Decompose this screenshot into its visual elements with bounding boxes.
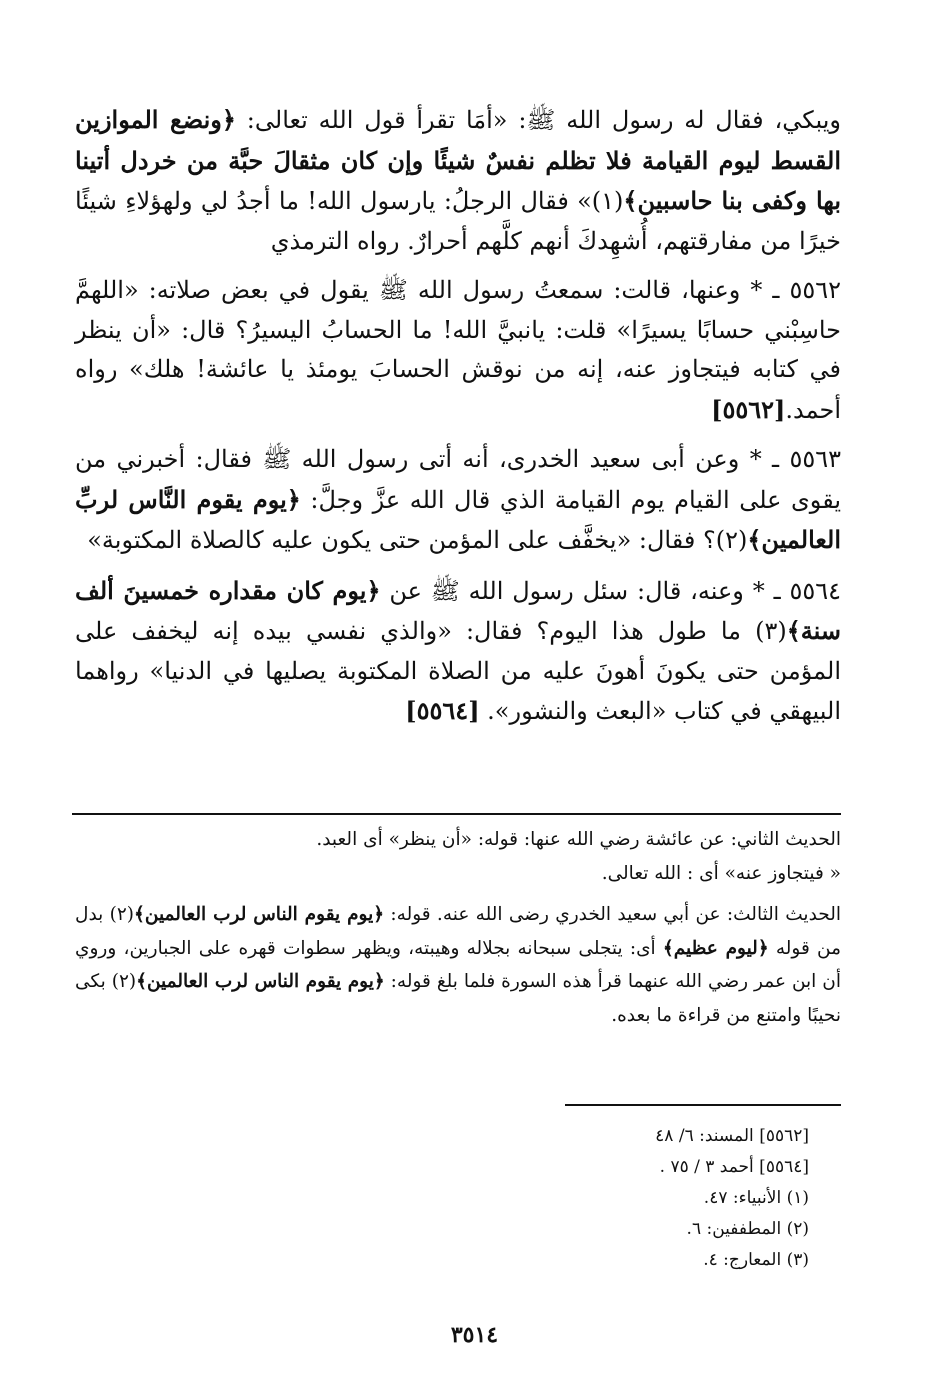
page-number: ٣٥١٤ xyxy=(450,1322,499,1348)
commentary-hadith-2 xyxy=(75,823,841,857)
text-segment: (٢) بدل من قوله xyxy=(75,904,841,959)
footnote-ref-5562: [٥٥٦٢] المسند: ٦/ ٤٨ xyxy=(655,1126,809,1146)
paragraph-continuation xyxy=(75,100,841,261)
text-segment: الحديث الثالث: عن أبي سعيد الخدري رضى الله عنه. قوله: xyxy=(384,904,842,925)
hadith-5563 xyxy=(75,440,841,561)
bold-segment: ﴿يوم كان مقداره خمسينَ ألف سنة﴾ xyxy=(75,575,841,645)
bold-segment: [٥٥٦٢] xyxy=(711,394,786,424)
text-segment: ٥٥٦٢ ـ * وعنها، قالت: سمعتُ رسول الله ﷺ يقول في بعض صلاته: «اللهمَّ حاسِبْني حسابًا يسيرًا» قلت: يانبيَّ الله! ما الحسابُ اليسيرُ؟ قال: «أن ينظر في كتابه فيتجاوز عنه، إنه من نوقش الحسابَ يومئذ يا عائشة! هلك» رواه أحمد. xyxy=(75,276,841,424)
hadith-5562 xyxy=(75,271,841,430)
text-segment: أى: يتجلى سبحانه بجلاله وهيبته، ويظهر سطوات قهره على الجبارين، وروي أن ابن عمر رضي الله عنهما قرأ هذه السورة فلما بلغ قوله: xyxy=(75,937,841,992)
text-segment: (٢) بكى نحيبًا وامتنع من قراءة ما بعده. xyxy=(75,971,841,1026)
footnote-3: (٣) المعارج: ٤. xyxy=(703,1250,809,1270)
text-segment: ٥٥٦٣ ـ * وعن أبى سعيد الخدرى، أنه أتى رسول الله ﷺ فقال: أخبرني من يقوى على القيام يوم القيامة الذي قال الله عزَّ وجلَّ: xyxy=(75,445,842,514)
bold-segment: [٥٥٦٤] xyxy=(405,696,480,725)
text-segment: ٥٥٦٤ ـ * وعنه، قال: سئل رسول الله ﷺ عن xyxy=(380,576,841,605)
text-segment: (٢)؟ فقال: «يخفَّف على المؤمن حتى يكون عليه كالصلاة المكتوبة» xyxy=(87,526,748,554)
text-segment: (١)» فقال الرجلُ: يارسول الله! ما أجدُ لي ولهؤلاءِ شيئًا خيرًا من مفارقتهم، أُشهِدكَ أنهم كلَّهم أحرارٌ. رواه الترمذي xyxy=(75,187,841,255)
bold-segment: ﴿ونضع الموازين القسط ليوم القيامة فلا تظلم نفسٌ شيئًا وإن كان مثقالَ حبَّة من خردل أتينا بها وكفى بنا حاسبين﴾ xyxy=(75,105,841,215)
commentary-hadith-3 xyxy=(75,898,841,1032)
text-segment: الحديث الثاني: عن عائشة رضي الله عنها: قوله: «أن ينظر» أى العبد. xyxy=(316,829,841,850)
footnote-divider xyxy=(565,1104,841,1106)
footnote-1: (١) الأنبياء: ٤٧. xyxy=(703,1188,809,1208)
footnote-ref-5564: [٥٥٦٤] أحمد ٣ / ٧٥ . xyxy=(659,1157,809,1177)
text-segment: (٣) ما طول هذا اليوم؟ فقال: «والذي نفسي بيده إنه ليخفف على المؤمن حتى يكونَ أهونَ عليه من الصلاة المكتوبة يصليها في الدنيا» رواهما البيهقي في كتاب «البعث والنشور». xyxy=(75,617,841,725)
main-text xyxy=(75,100,841,732)
footnote-2: (٢) المطففين: ٦. xyxy=(686,1219,809,1239)
commentary-section xyxy=(75,823,841,1032)
text-segment: « فيتجاوز عنه» أى : الله تعالى. xyxy=(601,862,841,884)
footnotes xyxy=(409,1121,809,1276)
commentary-hadith-2-cont xyxy=(75,857,841,891)
bold-segment: ﴿يوم يقوم الناس لرب العالمين﴾ xyxy=(134,904,385,925)
text-segment: ويبكي، فقال له رسول الله ﷺ: «أمَا تقرأ قول الله تعالى: xyxy=(235,106,841,134)
bold-segment: ﴿ليوم عظيم﴾ xyxy=(662,937,769,959)
hadith-5564 xyxy=(75,571,841,732)
commentary-divider xyxy=(72,813,841,815)
bold-segment: ﴿يوم يقوم الناس لرب العالمين﴾ xyxy=(136,971,385,992)
bold-segment: ﴿يوم يقوم النَّاس لربِّ العالمين﴾ xyxy=(75,484,841,554)
